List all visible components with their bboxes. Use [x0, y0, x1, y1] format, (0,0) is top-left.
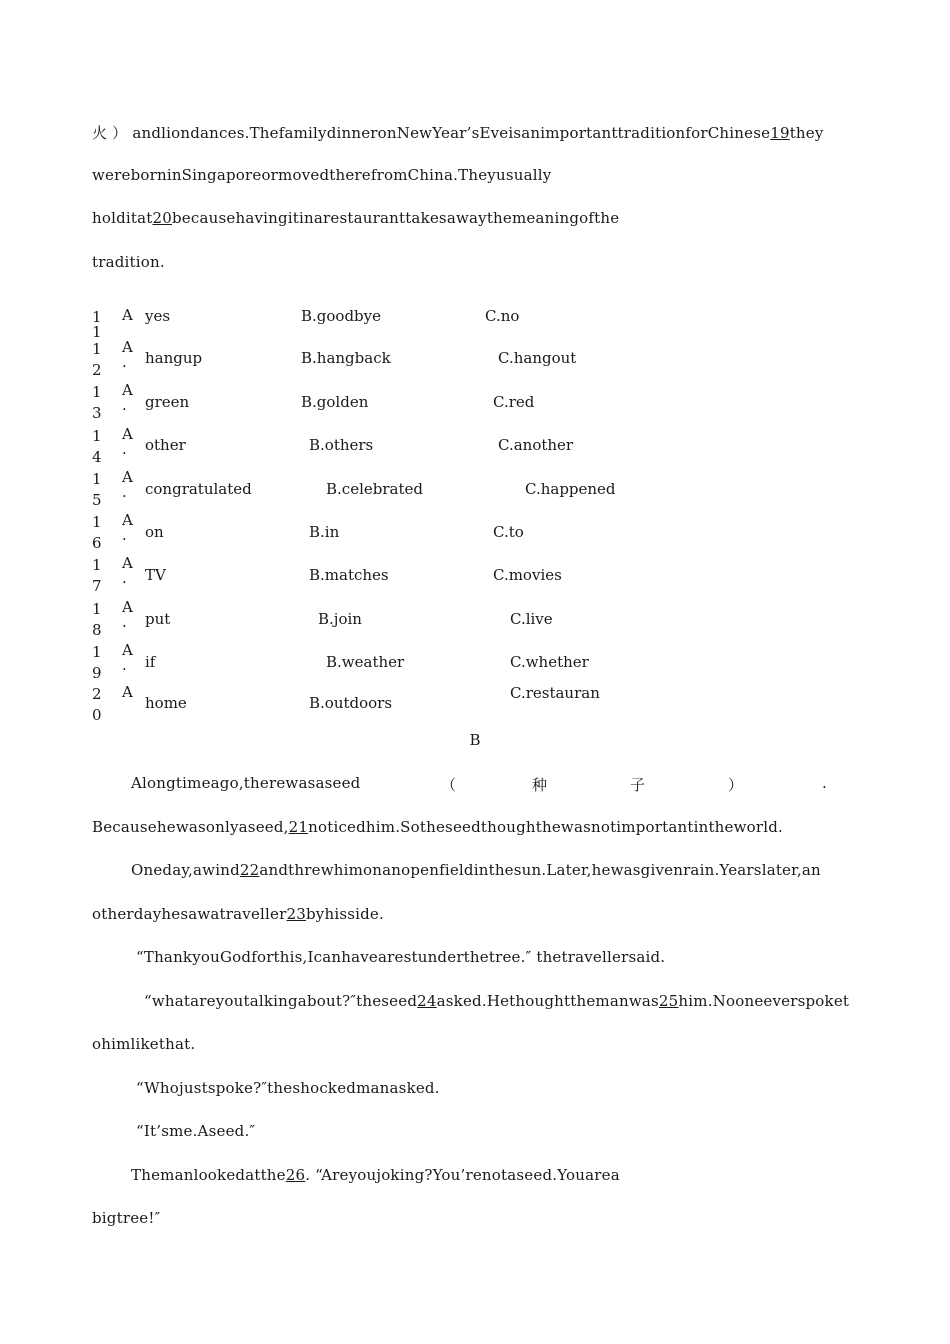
option-b: B.celebrated: [326, 480, 423, 498]
passage-b-line-11: [92, 1209, 160, 1227]
passage-text: “ThankyouGodforthis,Icanhavearestunderthetree.″ thetravellersaid.: [136, 948, 666, 966]
question-number: 2 0: [92, 685, 102, 724]
option-letter: A .: [122, 598, 133, 631]
option-letter: A .: [122, 338, 133, 371]
passage-text: Themanlookedatthe: [131, 1166, 286, 1184]
option-a: TV: [145, 566, 166, 584]
option-b: B.others: [309, 436, 374, 454]
passage-b-line-8: [136, 1079, 440, 1097]
option-row: [92, 426, 652, 468]
blank-21: 21: [288, 818, 309, 836]
blank-22: 22: [239, 861, 260, 879]
blank-25: 25: [658, 992, 679, 1010]
option-row: [92, 469, 652, 511]
option-letter: A .: [122, 425, 133, 458]
option-c: C.movies: [493, 566, 562, 584]
option-a: yes: [145, 307, 171, 325]
passage-b-line-6: [144, 992, 849, 1010]
passage-text: asked.Hethoughtthemanwas: [436, 992, 659, 1010]
question-number: 1 2: [92, 340, 102, 379]
option-letter: A .: [122, 641, 133, 674]
passage-b-line-7: [92, 1035, 195, 1053]
options-table: [0, 0, 700, 724]
passage-text: ohimlikethat.: [92, 1035, 196, 1053]
blank-23: 23: [286, 905, 306, 923]
section-heading: B: [469, 731, 481, 749]
option-b: B.outdoors: [309, 694, 393, 712]
option-a: hangup: [145, 349, 203, 367]
passage-text: . “Areyoujoking?You’renotaseed.Youarea: [305, 1166, 620, 1184]
blank-19: 19: [770, 124, 790, 142]
cjk-char: 子: [630, 776, 646, 794]
question-number: 1 7: [92, 556, 102, 595]
passage-text: him.Nooneeverspoket: [678, 992, 850, 1010]
option-b: B.in: [309, 523, 340, 541]
passage-text: andthrewhimonanopenfieldinthesun.Later,hewasgivenrain.Yearslater,an: [259, 861, 821, 879]
passage-text: byhisside.: [305, 905, 384, 923]
question-number: 1 9: [92, 643, 102, 682]
option-row: [92, 382, 652, 424]
passage-text: Alongtimeago,therewasaseed: [131, 774, 361, 792]
option-letter: A: [122, 306, 133, 324]
option-row: [92, 599, 652, 641]
blank-26: 26: [285, 1166, 306, 1184]
passage-text: “whatareyoutalkingabout?″theseed: [144, 992, 418, 1010]
question-number: 1 1: [92, 308, 102, 341]
passage-text: wereborninSingaporeormovedtherefromChina.Theyusually: [92, 166, 552, 184]
option-a: congratulated: [145, 480, 252, 498]
option-row: [92, 339, 652, 381]
period: .: [822, 774, 827, 792]
blank-24: 24: [417, 992, 437, 1010]
option-letter: A .: [122, 554, 133, 587]
question-number: 1 5: [92, 470, 102, 509]
option-b: B.matches: [309, 566, 389, 584]
question-number: 1 3: [92, 383, 102, 422]
passage-b-line-10: [131, 1166, 620, 1184]
option-row: [92, 684, 652, 726]
option-b: B.goodbye: [301, 307, 382, 325]
passage-text: they: [789, 124, 824, 142]
option-row: [92, 512, 652, 554]
option-row: [92, 642, 652, 684]
passage-text: “Whojustspoke?″theshockedmanasked.: [136, 1079, 440, 1097]
passage-text: Becausehewasonlyaseed,: [92, 818, 289, 836]
option-c: C.live: [510, 610, 553, 628]
option-c: C.to: [493, 523, 524, 541]
passage-text: holditat: [92, 209, 153, 227]
passage-b-line-3: [131, 861, 821, 879]
option-b: B.join: [318, 610, 362, 628]
option-letter: A .: [122, 511, 133, 544]
option-c: C.whether: [510, 653, 589, 671]
passage-text: noticedhim.Sotheseedthoughthewasnotimportantintheworld.: [308, 818, 784, 836]
passage-b-line-5: [136, 948, 665, 966]
question-number: 1 8: [92, 600, 102, 639]
passage-text: Oneday,awind: [131, 861, 240, 879]
passage-text: otherdayhesawatraveller: [92, 905, 287, 923]
passage-b-line-2: [92, 818, 783, 836]
question-number: 1 6: [92, 513, 102, 552]
passage-text: bigtree!″: [92, 1209, 161, 1227]
option-a: on: [145, 523, 164, 541]
passage-text: becausehavingitinarestauranttakesawaythemeaningofthe: [172, 209, 620, 227]
passage-text: 火 ） andliondances.ThefamilydinneronNewYear’sEveisanimportanttraditionforChinese: [92, 124, 771, 142]
option-a: other: [145, 436, 186, 454]
blank-20: 20: [152, 209, 172, 227]
option-a: if: [145, 653, 156, 671]
option-c: C.no: [485, 307, 520, 325]
option-a: home: [145, 694, 187, 712]
option-a: put: [145, 610, 171, 628]
passage-b-line-4: [92, 905, 384, 923]
option-c: C.hangout: [498, 349, 577, 367]
passage-b-line-1: [131, 774, 360, 792]
option-letter: A: [122, 683, 133, 701]
option-a: green: [145, 393, 190, 411]
passage-b-line-9: [136, 1122, 255, 1140]
passage-text: tradition.: [92, 253, 165, 271]
paren-open: （: [441, 776, 457, 794]
option-letter: A .: [122, 381, 133, 414]
option-c: C.happened: [525, 480, 616, 498]
paren-close: ）: [728, 776, 744, 794]
option-b: B.golden: [301, 393, 369, 411]
option-row: [92, 555, 652, 597]
option-c: C.another: [498, 436, 574, 454]
option-b: B.hangback: [301, 349, 391, 367]
option-c: C.red: [493, 393, 535, 411]
passage-text: “It’sme.Aseed.″: [136, 1122, 256, 1140]
option-letter: A .: [122, 468, 133, 501]
cjk-char: 种: [532, 776, 548, 794]
option-c: C.restauran: [510, 684, 600, 702]
option-b: B.weather: [326, 653, 405, 671]
question-number: 1 4: [92, 427, 102, 466]
